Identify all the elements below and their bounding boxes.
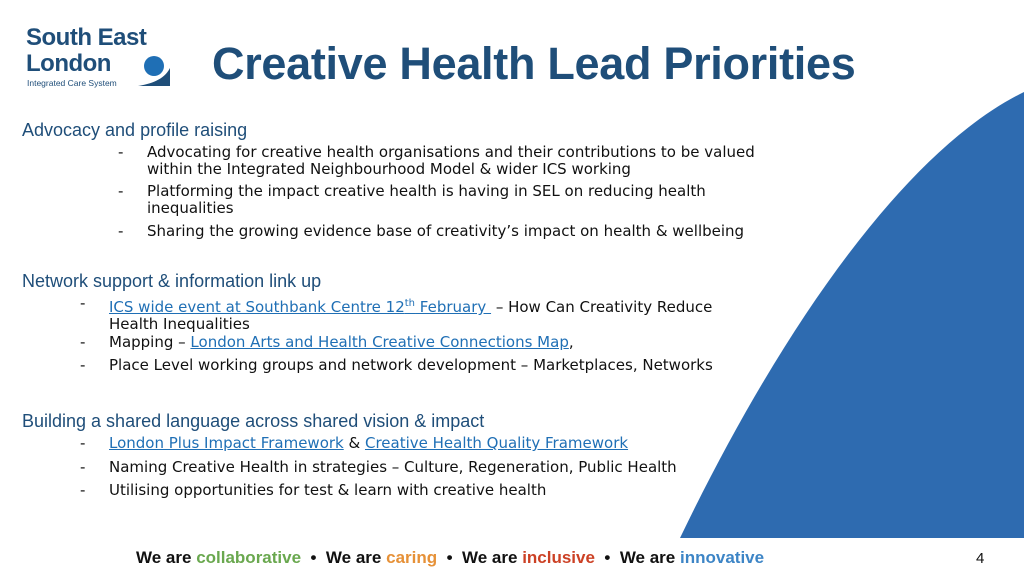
list-item [80,459,677,476]
list-item [118,183,706,217]
footer-text: We are [619,548,676,567]
list-item-text: Mapping – [109,333,191,351]
list-item-text: , [568,333,574,351]
section-heading-network: Network support & information link up [22,271,322,291]
bullet-dash: - [80,333,86,351]
list-item [80,435,628,452]
page-title: Creative Health Lead Priorities [212,38,856,89]
values-footer [136,548,764,568]
list-item-text: – How Can Creativity Reduce [491,298,713,316]
list-item-text: within the Integrated Neighbourhood Model & wider ICS working [147,160,631,178]
list-item-text: Place Level working groups and network development – Marketplaces, Networks [109,356,713,374]
logo-line-1: South East [26,24,147,51]
london-plus-impact-framework-link[interactable]: London Plus Impact Framework [109,434,344,452]
logo-mark-icon [134,54,174,88]
footer-separator: • [446,548,453,567]
list-item-text: Health Inequalities [109,315,250,333]
list-item-text: Sharing the growing evidence base of creativity’s impact on health & wellbeing [147,222,745,240]
creative-connections-map-link[interactable]: London Arts and Health Creative Connections Map [190,333,569,351]
list-item-text: & [343,434,365,452]
footer-separator: • [310,548,317,567]
bullet-dash: - [118,143,124,161]
bullet-dash: - [80,434,86,452]
logo-line-3: Integrated Care System [27,78,117,88]
list-item [118,223,744,240]
list-item-text: Platforming the impact creative health is having in SEL on reducing health [147,182,706,200]
value-innovative: innovative [680,548,765,567]
list-item [80,295,712,333]
page-number: 4 [976,550,985,567]
section-heading-advocacy: Advocacy and profile raising [22,120,248,140]
list-item [80,357,713,374]
bullet-dash: - [118,182,124,200]
list-item-text: Utilising opportunities for test & learn with creative health [109,481,547,499]
footer-text: We are [325,548,382,567]
sel-ics-logo [24,24,184,92]
bullet-dash: - [80,294,86,312]
value-inclusive: inclusive [522,548,595,567]
link-text: February [415,298,492,316]
footer-text: We are [462,548,518,567]
section-heading-shared-language: Building a shared language across shared vision & impact [22,411,485,431]
link-text: ICS wide event at Southbank Centre 12 [109,298,405,316]
footer-separator: • [604,548,611,567]
bullet-dash: - [118,222,124,240]
southbank-event-link[interactable] [109,298,491,316]
list-item-text: Naming Creative Health in strategies – Culture, Regeneration, Public Health [109,458,677,476]
list-item [80,334,574,351]
bullet-dash: - [80,481,86,499]
list-item-text: inequalities [147,199,234,217]
value-caring: caring [386,548,438,567]
creative-health-quality-framework-link[interactable]: Creative Health Quality Framework [364,434,629,452]
bullet-dash: - [80,356,86,374]
value-collaborative: collaborative [196,548,302,567]
bullet-dash: - [80,458,86,476]
footer-text: We are [136,548,192,567]
list-item [80,482,546,499]
logo-line-2: London [26,50,111,77]
list-item-text: Advocating for creative health organisations and their contributions to be valued [147,143,755,161]
link-superscript: th [404,298,416,309]
list-item [118,144,755,178]
